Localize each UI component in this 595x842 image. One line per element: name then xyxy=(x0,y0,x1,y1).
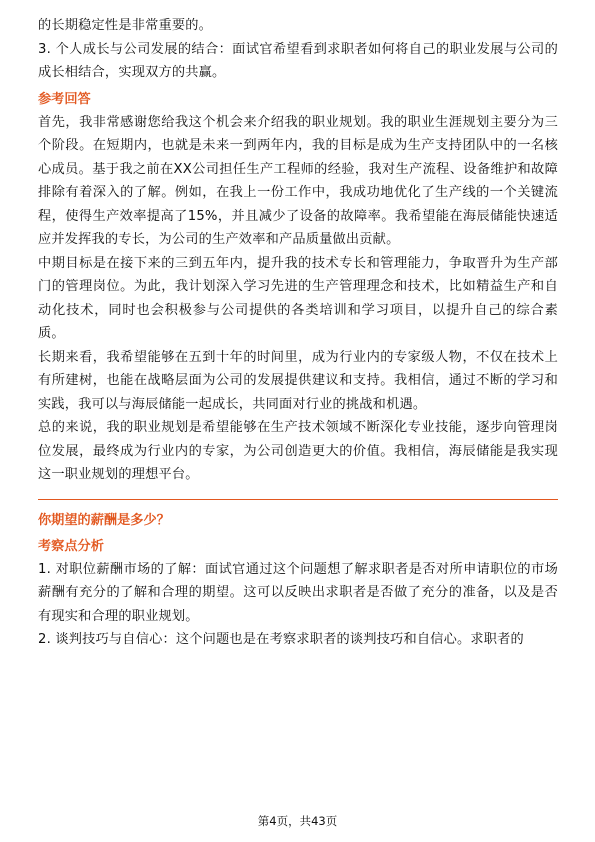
analysis-point: 1. 对职位薪酬市场的了解：面试官通过这个问题想了解求职者是否对所申请职位的市场薪酬有充分的了解和合理的期望。这可以反映出求职者是否做了充分的准备，以及是否有现实和合理的职业规划。 xyxy=(38,561,558,624)
text-paragraph: 3. 个人成长与公司发展的结合：面试官希望看到求职者如何将自己的职业发展与公司的成长相结合，实现双方的共赢。 xyxy=(38,41,558,80)
answer-paragraph: 首先，我非常感谢您给我这个机会来介绍我的职业规划。我的职业生涯规划主要分为三个阶段。在短期内，也就是未来一到两年内，我的目标是成为生产支持团队中的一名核心成员。基于我之前在XX公司担任生产工程师的经验，我对生产流程、设备维护和故障排除有着深入的了解。例如，在我上一份工作中，我成功地优化了生产线的一个关键流程，使得生产效率提高了15%，并且减少了设备的故障率。我希望能在海辰储能快速适应并发挥我的专长，为公司的生产效率和产品质量做出贡献。 xyxy=(38,114,558,247)
reference-answer-heading: 参考回答 xyxy=(38,91,91,107)
page-content xyxy=(38,14,558,652)
analysis-point: 2. 谈判技巧与自信心：这个问题也是在考察求职者的谈判技巧和自信心。求职者的 xyxy=(38,632,524,647)
question-title: 你期望的薪酬是多少？ xyxy=(38,512,170,528)
analysis-heading: 考察点分析 xyxy=(38,538,104,554)
section-divider xyxy=(38,499,558,500)
answer-paragraph: 中期目标是在接下来的三到五年内，提升我的技术专长和管理能力，争取晋升为生产部门的管理岗位。为此，我计划深入学习先进的生产管理理念和技术，比如精益生产和自动化技术，同时也会积极参与公司提供的各类培训和学习项目，以提升自己的综合素质。 xyxy=(38,255,558,341)
answer-paragraph: 总的来说，我的职业规划是希望能够在生产技术领域不断深化专业技能，逐步向管理岗位发展，最终成为行业内的专家，为公司创造更大的价值。我相信，海辰储能是我实现这一职业规划的理想平台。 xyxy=(38,420,558,482)
text-paragraph: 的长期稳定性是非常重要的。 xyxy=(38,18,213,33)
answer-paragraph: 长期来看，我希望能够在五到十年的时间里，成为行业内的专家级人物，不仅在技术上有所建树，也能在战略层面为公司的发展提供建议和支持。我相信，通过不断的学习和实践，我可以与海辰储能一起成长，共同面对行业的挑战和机遇。 xyxy=(38,349,558,412)
page-footer: 第4页，共43页 xyxy=(257,814,338,828)
